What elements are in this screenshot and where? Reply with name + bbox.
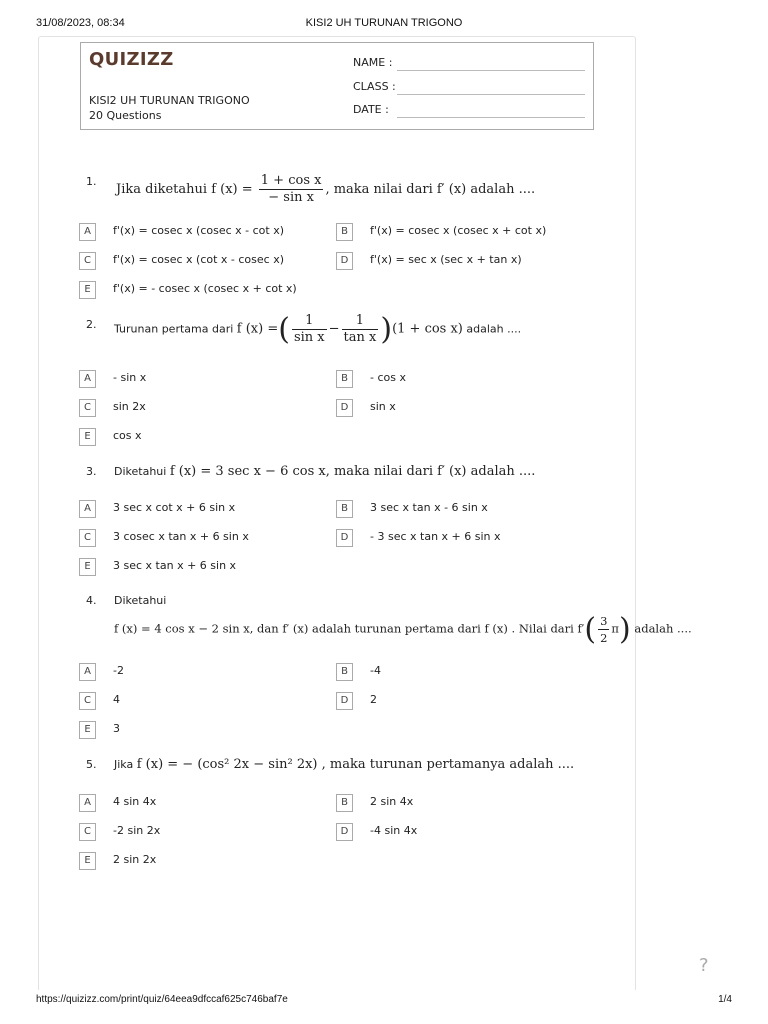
question-number: 3.: [86, 465, 97, 478]
quizizz-logo: QUIZIZZ: [89, 49, 174, 70]
question-count: 20 Questions: [89, 109, 162, 122]
print-datetime: 31/08/2023, 08:34: [36, 17, 125, 29]
print-page-title: KISI2 UH TURUNAN TRIGONO: [305, 17, 463, 29]
print-url: https://quizizz.com/print/quiz/64eea9dfccaf625c746baf7e: [36, 994, 288, 1005]
question-text: Jika diketahui f (x) = $\frac{\text{1 + cos x}}{\text{− sin x}}$ , maka nilai dari f′ (x) adalah ....: [116, 173, 536, 205]
print-page-number: 1/4: [718, 994, 732, 1005]
question-number: 1.: [86, 175, 97, 188]
date-label: DATE :: [353, 103, 389, 116]
question-number: 4.: [86, 594, 97, 607]
question-lead: Diketahui: [114, 594, 167, 607]
question-number: 5.: [86, 758, 97, 771]
name-field[interactable]: [353, 56, 585, 69]
name-label: NAME :: [353, 56, 393, 69]
question-text: Turunan pertama dari f (x) =( $\frac{1}{\text{sin x}}$ − $\frac{1}{\text{tan x}}$ )(1 + cos x) adalah ....: [114, 312, 522, 347]
question-text: Diketahui f (x) = 3 sec x − 6 cos x, maka nilai dari f′ (x) adalah ....: [114, 464, 536, 479]
class-label: CLASS :: [353, 80, 396, 93]
help-icon[interactable]: ?: [699, 955, 709, 976]
question-text: Jika f (x) = − (cos² 2x − sin² 2x) , maka turunan pertamanya adalah ....: [114, 757, 575, 772]
date-field[interactable]: [353, 103, 585, 116]
quiz-title: KISI2 UH TURUNAN TRIGONO: [89, 94, 250, 107]
question-text: f (x) = 4 cos x − 2 sin x, dan f′ (x) adalah turunan pertama dari f (x) . Nilai dari f′( $\frac{3}{2}$ π) adalah ....: [114, 612, 692, 647]
class-field[interactable]: [353, 80, 585, 93]
quiz-header-box: [80, 42, 594, 130]
question-number: 2.: [86, 318, 97, 331]
